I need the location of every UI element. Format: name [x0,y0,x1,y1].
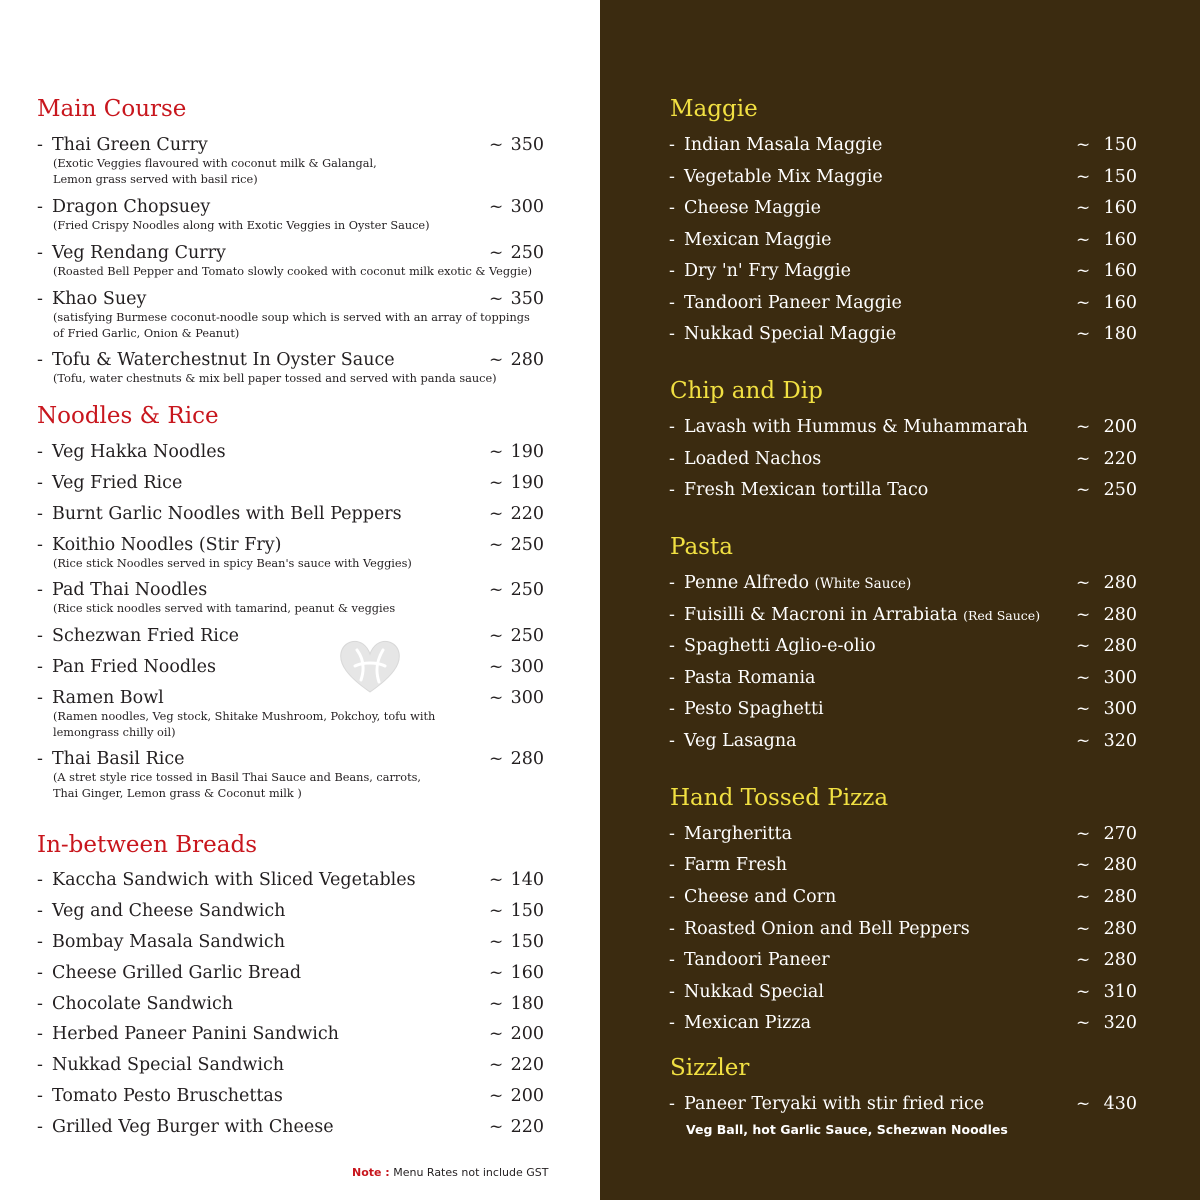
dash: - [37,657,43,677]
item-name: Margheritta [684,824,793,844]
item-price: 280 [510,749,544,769]
item-name: Pesto Spaghetti [684,699,824,719]
menu-item [37,900,547,924]
item-name: Burnt Garlic Noodles with Bell Peppers [52,504,402,524]
heart-logo-icon [337,636,403,696]
menu-item [669,260,1139,284]
menu-item [37,993,547,1017]
section-title-chip-and-dip: Chip and Dip [670,378,823,404]
menu-item [669,448,1139,472]
item-price: 150 [510,901,544,921]
item-name: Thai Basil Rice [52,749,185,769]
item-price: 270 [1103,824,1137,844]
item-price: 320 [1103,1013,1137,1033]
dash: - [669,605,675,625]
item-price: 300 [510,688,544,708]
dash: - [37,580,43,600]
item-price: 200 [1103,417,1137,437]
item-name: Schezwan Fried Rice [52,626,240,646]
dash: - [37,442,43,462]
tilde: ~ [489,243,504,263]
item-name: Paneer Teryaki with stir fried rice [684,1094,985,1114]
item-name: Chocolate Sandwich [52,994,234,1014]
dash: - [37,749,43,769]
dash: - [37,994,43,1014]
menu-item [669,949,1139,973]
item-name: Veg Rendang Curry [52,243,226,263]
section-title-noodles-rice: Noodles & Rice [37,403,219,429]
section-title-hand-tossed-pizza: Hand Tossed Pizza [670,785,889,811]
tilde: ~ [489,901,504,921]
item-name: Cheese and Corn [684,887,837,907]
dash: - [669,417,675,437]
menu-item [669,667,1139,691]
menu-item [669,1093,1139,1117]
item-name: Ramen Bowl [52,688,164,708]
tilde: ~ [489,580,504,600]
item-name: Pasta Romania [684,668,816,688]
item-price: 160 [510,963,544,983]
item-price: 220 [1103,449,1137,469]
item-name: Mexican Maggie [684,230,832,250]
item-price: 160 [1103,198,1137,218]
dash: - [669,731,675,751]
menu-item [669,823,1139,847]
item-price: 220 [510,504,544,524]
item-price: 150 [510,932,544,952]
item-price: 200 [510,1086,544,1106]
tilde: ~ [489,504,504,524]
menu-item [669,918,1139,942]
dash: - [669,324,675,344]
item-name: Pan Fried Noodles [52,657,217,677]
item-price: 190 [510,442,544,462]
dash: - [37,135,43,155]
tilde: ~ [489,197,504,217]
item-name: Roasted Onion and Bell Peppers [684,919,970,939]
item-price: 280 [510,350,544,370]
menu-item [669,197,1139,221]
item-price: 300 [510,657,544,677]
dash: - [669,449,675,469]
menu-item [37,242,547,278]
item-name: Fuisilli & Macroni in Arrabiata [684,605,958,625]
dash: - [37,1117,43,1137]
tilde: ~ [1076,605,1091,625]
tilde: ~ [1076,699,1091,719]
menu-item [37,534,547,570]
menu-item [669,292,1139,316]
item-price: 280 [1103,919,1137,939]
tilde: ~ [489,1086,504,1106]
item-description: (Exotic Veggies flavoured with coconut milk & Galangal, Lemon grass served with basil rice) [53,157,377,186]
item-description: (Fried Crispy Noodles along with Exotic Veggies in Oyster Sauce) [53,219,430,232]
item-name: Tofu & Waterchestnut In Oyster Sauce [52,350,395,370]
dash: - [37,963,43,983]
item-name: Grilled Veg Burger with Cheese [52,1117,334,1137]
item-name: Pad Thai Noodles [52,580,208,600]
item-name: Veg Fried Rice [52,473,183,493]
item-price: 250 [510,243,544,263]
tilde: ~ [1076,887,1091,907]
item-name: Tomato Pesto Bruschettas [52,1086,283,1106]
tilde: ~ [1076,261,1091,281]
item-price: 280 [1103,636,1137,656]
item-price: 300 [1103,668,1137,688]
menu-item [37,625,547,649]
dash: - [37,243,43,263]
item-price: 160 [1103,293,1137,313]
tilde: ~ [1076,230,1091,250]
dash: - [669,919,675,939]
menu-item [37,1054,547,1078]
dash: - [669,668,675,688]
tilde: ~ [489,1024,504,1044]
item-name: Spaghetti Aglio-e-olio [684,636,876,656]
menu-item [37,1116,547,1140]
item-price: 250 [1103,480,1137,500]
section-title-maggie: Maggie [670,96,758,122]
item-description: Veg Ball, hot Garlic Sauce, Schezwan Noodles [686,1122,1008,1137]
item-name: Cheese Maggie [684,198,821,218]
item-price: 350 [510,135,544,155]
item-note: (Red Sauce) [963,608,1041,623]
dash: - [669,982,675,1002]
dash: - [669,198,675,218]
tilde: ~ [1076,824,1091,844]
dash: - [669,293,675,313]
item-name: Vegetable Mix Maggie [684,167,883,187]
menu-item [669,416,1139,440]
item-price: 140 [510,870,544,890]
item-price: 150 [1103,167,1137,187]
item-price: 150 [1103,135,1137,155]
menu-item [37,656,547,680]
menu-item [37,687,547,739]
right-menu-panel [600,0,1200,1200]
item-name: Veg Lasagna [684,731,797,751]
tilde: ~ [489,442,504,462]
tilde: ~ [489,535,504,555]
item-name: Nukkad Special Maggie [684,324,897,344]
tilde: ~ [1076,417,1091,437]
dash: - [37,504,43,524]
dash: - [669,230,675,250]
item-description: (A stret style rice tossed in Basil Thai Sauce and Beans, carrots, Thai Ginger, Lemon grass & Coconut milk ) [53,771,422,800]
tilde: ~ [1076,135,1091,155]
item-price: 250 [510,626,544,646]
section-title-main-course: Main Course [37,96,187,122]
menu-item [669,1012,1139,1036]
item-note: (White Sauce) [814,576,912,592]
dash: - [669,699,675,719]
item-description: (Rice stick noodles served with tamarind, peanut & veggies [53,602,396,615]
dash: - [37,1024,43,1044]
tilde: ~ [489,350,504,370]
item-name: Penne Alfredo [684,573,809,593]
tilde: ~ [489,963,504,983]
dash: - [669,855,675,875]
dash: - [37,350,43,370]
item-name: Loaded Nachos [684,449,822,469]
menu-item [37,472,547,496]
menu-item [669,698,1139,722]
item-name: Khao Suey [52,289,147,309]
item-name: Dragon Chopsuey [52,197,211,217]
item-name: Fresh Mexican tortilla Taco [684,480,929,500]
tilde: ~ [489,289,504,309]
dash: - [37,901,43,921]
menu-item [669,572,1139,596]
item-name: Tandoori Paneer Maggie [684,293,902,313]
tilde: ~ [1076,668,1091,688]
item-price: 250 [510,580,544,600]
dash: - [37,1055,43,1075]
menu-item [37,134,547,186]
item-name: Nukkad Special [684,982,824,1002]
menu-item [37,441,547,465]
tilde: ~ [489,749,504,769]
tilde: ~ [1076,982,1091,1002]
dash: - [669,1013,675,1033]
menu-item [669,166,1139,190]
item-price: 430 [1103,1094,1137,1114]
item-price: 190 [510,473,544,493]
item-price: 250 [510,535,544,555]
item-price: 350 [510,289,544,309]
dash: - [37,688,43,708]
item-price: 280 [1103,573,1137,593]
item-price: 300 [510,197,544,217]
item-price: 200 [510,1024,544,1044]
dash: - [669,135,675,155]
menu-item [669,323,1139,347]
tilde: ~ [489,870,504,890]
menu-item [37,288,547,340]
tilde: ~ [1076,636,1091,656]
dash: - [669,480,675,500]
dash: - [669,573,675,593]
menu-item [669,134,1139,158]
dash: - [37,473,43,493]
item-price: 280 [1103,605,1137,625]
item-price: 310 [1103,982,1137,1002]
dash: - [669,887,675,907]
tilde: ~ [1076,950,1091,970]
item-name: Herbed Paneer Panini Sandwich [52,1024,339,1044]
item-price: 220 [510,1055,544,1075]
item-price: 300 [1103,699,1137,719]
menu-item [37,962,547,986]
tilde: ~ [1076,731,1091,751]
item-name: Veg Hakka Noodles [52,442,226,462]
dash: - [669,1094,675,1114]
item-price: 280 [1103,887,1137,907]
menu-item [669,635,1139,659]
item-price: 160 [1103,230,1137,250]
footer-note: Note : Menu Rates not include GST [352,1166,549,1179]
dash: - [669,824,675,844]
item-description: (Rice stick Noodles served in spicy Bean's sauce with Veggies) [53,557,412,570]
tilde: ~ [1076,167,1091,187]
dash: - [669,950,675,970]
tilde: ~ [489,932,504,952]
menu-item [37,1085,547,1109]
item-price: 180 [1103,324,1137,344]
dash: - [37,932,43,952]
item-name: Veg and Cheese Sandwich [52,901,286,921]
tilde: ~ [1076,1013,1091,1033]
dash: - [37,870,43,890]
dash: - [669,261,675,281]
tilde: ~ [489,473,504,493]
menu-item [669,981,1139,1005]
item-price: 280 [1103,855,1137,875]
tilde: ~ [489,994,504,1014]
item-name: Cheese Grilled Garlic Bread [52,963,302,983]
tilde: ~ [489,1117,504,1137]
dash: - [37,626,43,646]
menu-item [37,748,547,800]
tilde: ~ [1076,480,1091,500]
item-name: Nukkad Special Sandwich [52,1055,285,1075]
dash: - [669,636,675,656]
tilde: ~ [1076,449,1091,469]
menu-item [669,854,1139,878]
menu-item [669,886,1139,910]
tilde: ~ [489,1055,504,1075]
item-price: 320 [1103,731,1137,751]
item-name: Bombay Masala Sandwich [52,932,285,952]
tilde: ~ [489,688,504,708]
tilde: ~ [489,135,504,155]
item-description: (Roasted Bell Pepper and Tomato slowly cooked with coconut milk exotic & Veggie) [53,265,532,278]
menu-item [669,730,1139,754]
section-title-in-between-breads: In-between Breads [37,832,258,858]
item-name: Mexican Pizza [684,1013,812,1033]
tilde: ~ [1076,198,1091,218]
item-name: Tandoori Paneer [684,950,830,970]
menu-item [37,196,547,232]
section-title-pasta: Pasta [670,534,733,560]
dash: - [37,1086,43,1106]
item-description: (Ramen noodles, Veg stock, Shitake Mushroom, Pokchoy, tofu with lemongrass chilly oil) [53,710,436,739]
menu-item [669,604,1139,628]
menu-item [669,229,1139,253]
item-price: 220 [510,1117,544,1137]
menu-item [37,1023,547,1047]
item-price: 160 [1103,261,1137,281]
tilde: ~ [489,657,504,677]
tilde: ~ [1076,919,1091,939]
menu-item [37,931,547,955]
item-price: 180 [510,994,544,1014]
item-description: (satisfying Burmese coconut-noodle soup which is served with an array of toppings of Fried Garlic, Onion & Peanut) [53,311,530,340]
section-title-sizzler: Sizzler [670,1055,750,1081]
menu-item [669,479,1139,503]
item-name: Dry 'n' Fry Maggie [684,261,851,281]
dash: - [37,535,43,555]
menu-item [37,503,547,527]
menu-item [37,869,547,893]
item-name: Thai Green Curry [52,135,208,155]
menu-item [37,579,547,615]
tilde: ~ [1076,1094,1091,1114]
tilde: ~ [1076,855,1091,875]
item-name: Farm Fresh [684,855,788,875]
item-price: 280 [1103,950,1137,970]
tilde: ~ [489,626,504,646]
dash: - [37,289,43,309]
dash: - [669,167,675,187]
item-name: Koithio Noodles (Stir Fry) [52,535,282,555]
item-name: Indian Masala Maggie [684,135,883,155]
item-description: (Tofu, water chestnuts & mix bell paper tossed and served with panda sauce) [53,372,497,385]
tilde: ~ [1076,324,1091,344]
menu-item [37,349,547,385]
tilde: ~ [1076,573,1091,593]
tilde: ~ [1076,293,1091,313]
item-name: Kaccha Sandwich with Sliced Vegetables [52,870,416,890]
dash: - [37,197,43,217]
item-name: Lavash with Hummus & Muhammarah [684,417,1028,437]
